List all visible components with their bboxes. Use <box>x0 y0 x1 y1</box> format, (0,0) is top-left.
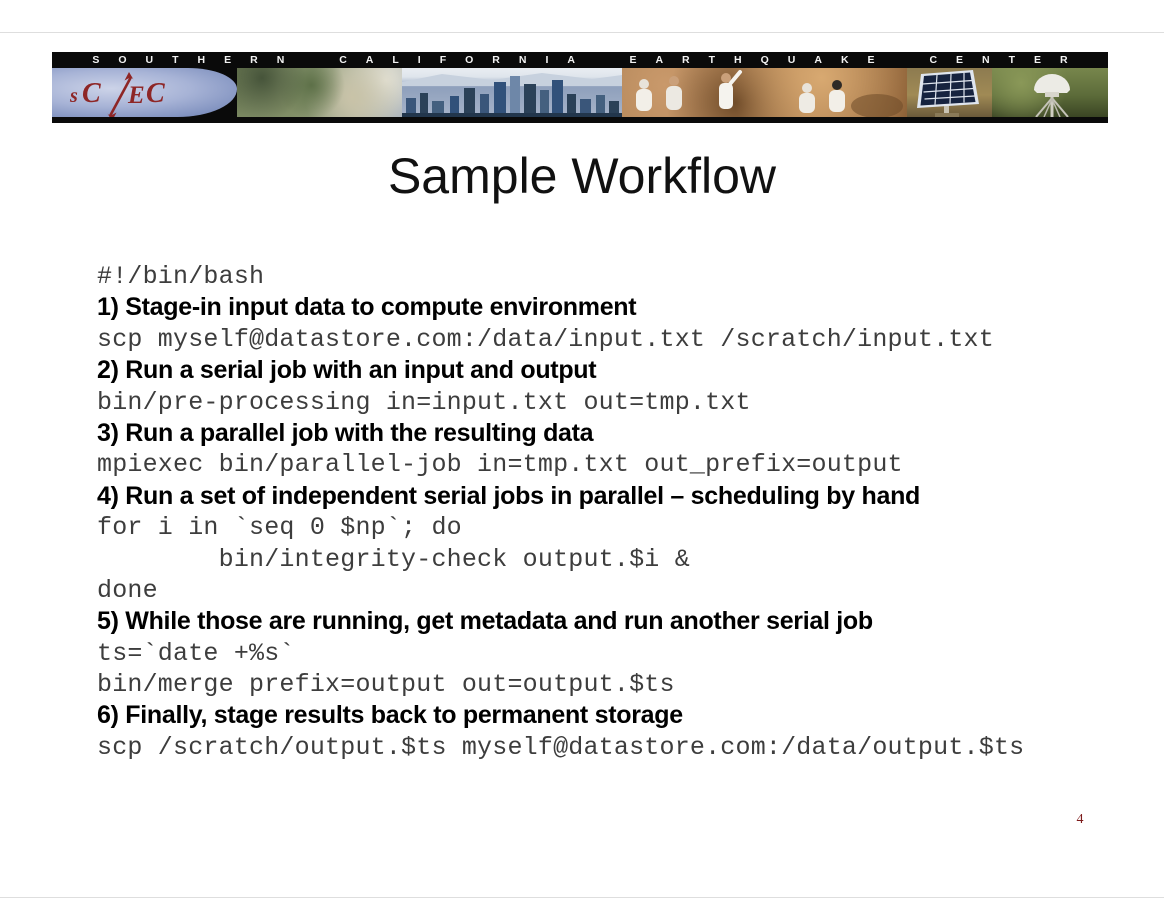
scec-logo-letter: s <box>70 85 78 107</box>
workflow-code-line: scp myself@datastore.com:/data/input.txt /scratch/input.txt <box>97 324 994 354</box>
workflow-code-line: bin/pre-processing in=input.txt out=tmp.txt <box>97 387 751 417</box>
workflow-code-line: for i in `seq 0 $np`; do <box>97 513 462 543</box>
field-team-photo <box>622 68 907 117</box>
workflow-code-line: mpiexec bin/parallel-job in=tmp.txt out_prefix=output <box>97 450 903 480</box>
gps-station-photo <box>992 68 1108 117</box>
aerial-coastline-photo <box>237 68 402 117</box>
workflow-code-line: bin/merge prefix=output out=output.$ts <box>97 670 675 700</box>
scec-logo-letter: E <box>128 82 145 109</box>
scec-logo-letter: C <box>82 78 101 109</box>
page-bottom-border <box>0 897 1164 898</box>
city-skyline-photo <box>402 68 622 117</box>
page-number: 4 <box>1076 812 1084 827</box>
scec-logo-letter: C <box>146 78 165 109</box>
gps-dome-graphic <box>992 68 1108 117</box>
workflow-step-heading: 3) Run a parallel job with the resulting data <box>97 418 594 447</box>
workflow-code-line: #!/bin/bash <box>97 262 265 291</box>
workflow-script <box>97 261 1117 763</box>
workflow-code-line: ts=`date +%s` <box>97 638 295 668</box>
banner-title-strip <box>52 52 1108 68</box>
workflow-code-line: scp /scratch/output.$ts myself@datastore.com:/data/output.$ts <box>97 732 1025 762</box>
workflow-step-heading: 2) Run a serial job with an input and output <box>97 356 597 385</box>
fault-slip-arrow-icon <box>104 70 138 117</box>
scec-logo-letters <box>70 76 220 110</box>
workflow-step-heading: 1) Stage-in input data to compute environment <box>97 293 637 322</box>
banner-photo-strip <box>52 68 1108 117</box>
field-team-figures <box>622 68 907 117</box>
skyline-graphic <box>402 68 622 117</box>
solar-panel-graphic <box>907 68 992 117</box>
workflow-code-line: done <box>97 575 158 605</box>
banner-title-text: SOUTHERN CALIFORNIA EARTHQUAKE CENTER <box>92 54 1087 66</box>
workflow-step-heading: 6) Finally, stage results back to permanent storage <box>97 701 683 730</box>
banner-bottom-strip <box>52 117 1108 123</box>
page-top-border <box>0 32 1164 33</box>
workflow-code-line: bin/integrity-check output.$i & <box>97 544 690 574</box>
workflow-step-heading: 5) While those are running, get metadata and run another serial job <box>97 607 873 636</box>
solar-panel-photo <box>907 68 992 117</box>
slide-title: Sample Workflow <box>387 148 777 204</box>
scec-banner <box>52 52 1108 123</box>
scec-logo <box>52 68 237 117</box>
workflow-step-heading: 4) Run a set of independent serial jobs in parallel – scheduling by hand <box>97 481 921 510</box>
